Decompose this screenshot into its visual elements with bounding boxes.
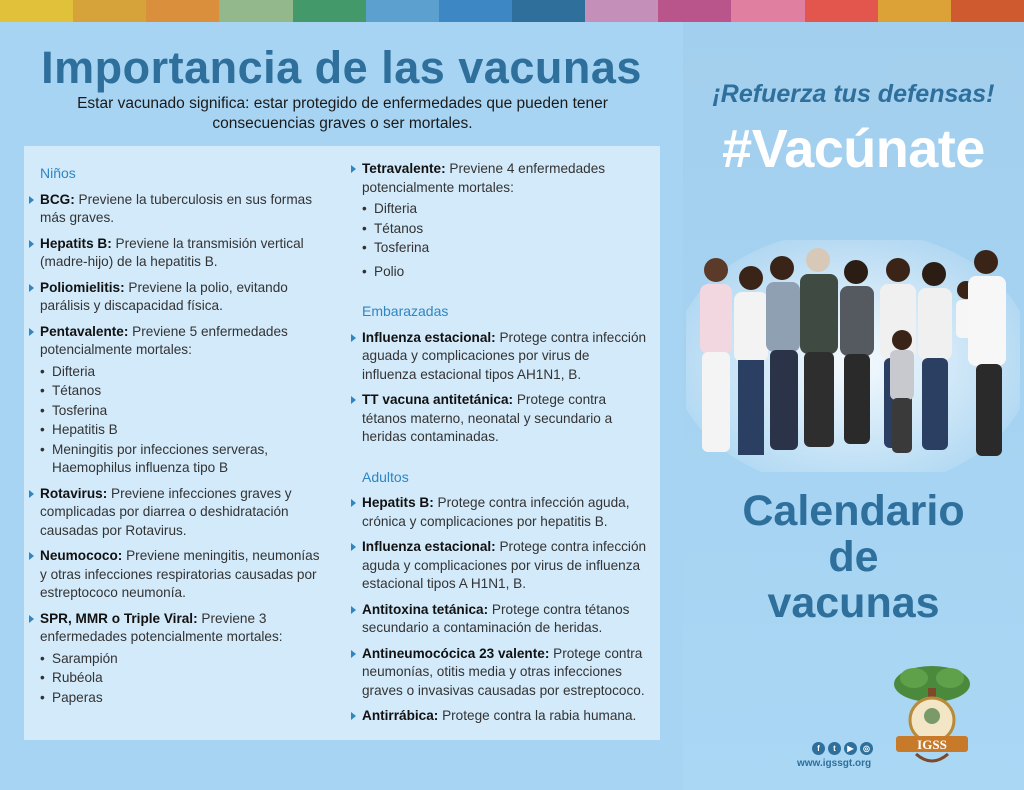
section-heading-embarazadas: Embarazadas [362, 303, 449, 319]
twitter-icon[interactable]: t [828, 742, 841, 755]
list-item: • Tétanos [362, 220, 647, 239]
youtube-icon[interactable]: ▶ [844, 742, 857, 755]
vaccine-influenza-embarazadas: Influenza estacional: Protege contra infección aguada y complicaciones por virus de influenza estacional tipos AH1N1, B. [362, 329, 647, 385]
social-icons [812, 742, 873, 755]
list-item: • Difteria [362, 200, 647, 219]
list-item: • Tosferina [40, 402, 325, 421]
vaccine-antineumococica: Antineumocócica 23 valente: Protege contra neumonías, otitis media y otras infecciones graves o invasivas causadas por estreptococo. [362, 645, 647, 701]
list-item: • Hepatitis B [40, 421, 325, 440]
column-right [362, 160, 647, 733]
vaccine-pentavalente: Pentavalente: Previene 5 enfermedades potencialmente mortales: • Difteria • Tétanos • Tosferina • Hepatitis B • Meningitis por infecciones serveras, Haemophilus influenza tipo B [40, 323, 325, 478]
instagram-icon[interactable]: ◎ [860, 742, 873, 755]
vaccine-antitoxina: Antitoxina tetánica: Protege contra tétanos secundario a contaminación de heridas. [362, 601, 647, 638]
vaccine-tt: TT vacuna antitetánica: Protege contra tétanos materno, neonatal y secundario a heridas contaminadas. [362, 391, 647, 447]
group-photo [686, 240, 1020, 472]
vaccine-polio: Poliomielitis: Previene la polio, evitando parálisis y discapacidad física. [40, 279, 325, 316]
list-item: • Difteria [40, 363, 325, 382]
hashtag: #Vacúnate [722, 119, 985, 179]
vaccine-antirrabica: Antirrábica: Protege contra la rabia humana. [362, 707, 647, 726]
vaccine-tetravalente: Tetravalente: Previene 4 enfermedades potencialmente mortales: • Difteria • Tétanos • Tosferina • Polio [362, 160, 647, 281]
list-item: • Sarampión [40, 650, 325, 669]
slogan: ¡Refuerza tus defensas! [712, 80, 995, 108]
vaccine-spr: SPR, MMR o Triple Viral: Previene 3 enfermedades potencialmente mortales: • Sarampión • Rubéola • Paperas [40, 610, 325, 708]
vaccine-hepatitis-b-adultos: Hepatits B: Protege contra infección aguda, crónica y complicaciones por hepatitis B. [362, 494, 647, 531]
vaccine-bcg: BCG: Previene la tuberculosis en sus formas más graves. [40, 191, 325, 228]
calendar-title: Calendario de vacunas [742, 487, 965, 627]
section-heading-ninos: Niños [40, 165, 76, 181]
vaccine-rotavirus: Rotavirus: Previene infecciones graves y complicadas por diarrea o deshidratación causadas por Rotavirus. [40, 485, 325, 541]
color-stripe [0, 0, 1024, 22]
list-item: • Tosferina [362, 239, 647, 258]
page-title: Importancia de las vacunas [41, 42, 642, 93]
column-left [40, 160, 325, 714]
tetravalente-list [362, 200, 647, 281]
igss-logo [886, 658, 978, 770]
vaccine-panel [24, 146, 660, 740]
website-link[interactable]: www.igssgt.org [797, 758, 872, 769]
list-item: • Tétanos [40, 382, 325, 401]
list-item: • Polio [362, 263, 647, 282]
section-heading-adultos: Adultos [362, 468, 409, 485]
facebook-icon[interactable]: f [812, 742, 825, 755]
list-item: • Meningitis por infecciones serveras, Haemophilus influenza tipo B [40, 441, 325, 478]
page-subtitle: Estar vacunado significa: estar protegido de enfermedades que pueden tener consecuencias graves o ser mortales. [77, 95, 608, 132]
logo-text: IGSS [917, 737, 947, 752]
list-item: • Paperas [40, 689, 325, 708]
vaccine-hepatitis-b: Hepatits B: Previene la transmisión vertical (madre-hijo) de la hepatitis B. [40, 235, 325, 272]
pentavalente-list [40, 363, 325, 478]
vaccine-neumococo: Neumococo: Previene meningitis, neumonías y otras infecciones respiratorias causadas por estreptococo neumonía. [40, 547, 325, 603]
vaccine-influenza-adultos: Influenza estacional: Protege contra infección aguda y complicaciones por virus de influenza estacional tipos A H1N1, B. [362, 538, 647, 594]
spr-list [40, 650, 325, 708]
list-item: • Rubéola [40, 669, 325, 688]
